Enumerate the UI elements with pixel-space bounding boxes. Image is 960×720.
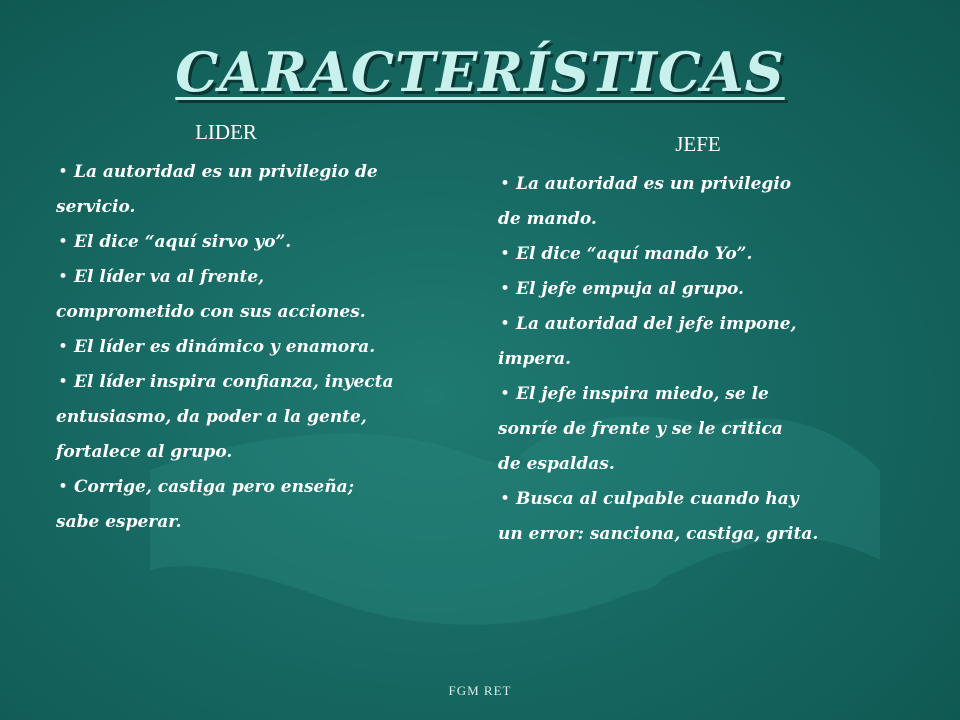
lider-item-continued: fortalece al grupo. (56, 442, 233, 462)
bullet-icon: • (58, 267, 69, 287)
slide-title: CARACTERÍSTICAS (175, 40, 785, 104)
lider-item: • El dice “aquí sirvo yo”. (56, 225, 466, 260)
lider-item-continued: entusiasmo, da poder a la gente, (56, 407, 367, 427)
jefe-item: • El jefe empuja al grupo. (498, 272, 908, 307)
bullet-icon: • (58, 162, 69, 182)
bullet-icon: • (500, 384, 511, 404)
jefe-list (498, 167, 908, 552)
bullet-icon: • (58, 372, 69, 392)
lider-item-continued: servicio. (56, 197, 136, 217)
lider-item-continued: sabe esperar. (56, 512, 182, 532)
jefe-heading: JEFE (675, 132, 721, 156)
lider-column (56, 120, 466, 540)
lider-item: • El líder inspira confianza, inyecta (56, 365, 466, 400)
lider-item-continued: comprometido con sus acciones. (56, 302, 366, 322)
jefe-item-continued: de mando. (498, 209, 597, 229)
bullet-icon: • (58, 337, 69, 357)
jefe-item-continued: sonríe de frente y se le critica (498, 419, 783, 439)
jefe-item: • La autoridad del jefe impone, (498, 307, 908, 342)
bullet-icon: • (500, 174, 511, 194)
lider-item: • El líder va al frente, (56, 260, 466, 295)
jefe-item: • El jefe inspira miedo, se le (498, 377, 908, 412)
lider-item: • La autoridad es un privilegio de (56, 155, 466, 190)
bullet-icon: • (58, 477, 69, 497)
jefe-item: • Busca al culpable cuando hay (498, 482, 908, 517)
jefe-item: • El dice “aquí mando Yo”. (498, 237, 908, 272)
footer-text: FGM RET (448, 683, 512, 698)
lider-list (56, 155, 466, 540)
jefe-item-continued: un error: sanciona, castiga, grita. (498, 524, 819, 544)
bullet-icon: • (500, 279, 511, 299)
bullet-icon: • (500, 314, 511, 334)
lider-heading: LIDER (195, 120, 257, 144)
lider-item: • El líder es dinámico y enamora. (56, 330, 466, 365)
jefe-column (498, 132, 908, 552)
jefe-item-continued: impera. (498, 349, 572, 369)
jefe-item: • La autoridad es un privilegio (498, 167, 908, 202)
bullet-icon: • (58, 232, 69, 252)
bullet-icon: • (500, 244, 511, 264)
jefe-item-continued: de espaldas. (498, 454, 615, 474)
bullet-icon: • (500, 489, 511, 509)
lider-item: • Corrige, castiga pero enseña; (56, 470, 466, 505)
